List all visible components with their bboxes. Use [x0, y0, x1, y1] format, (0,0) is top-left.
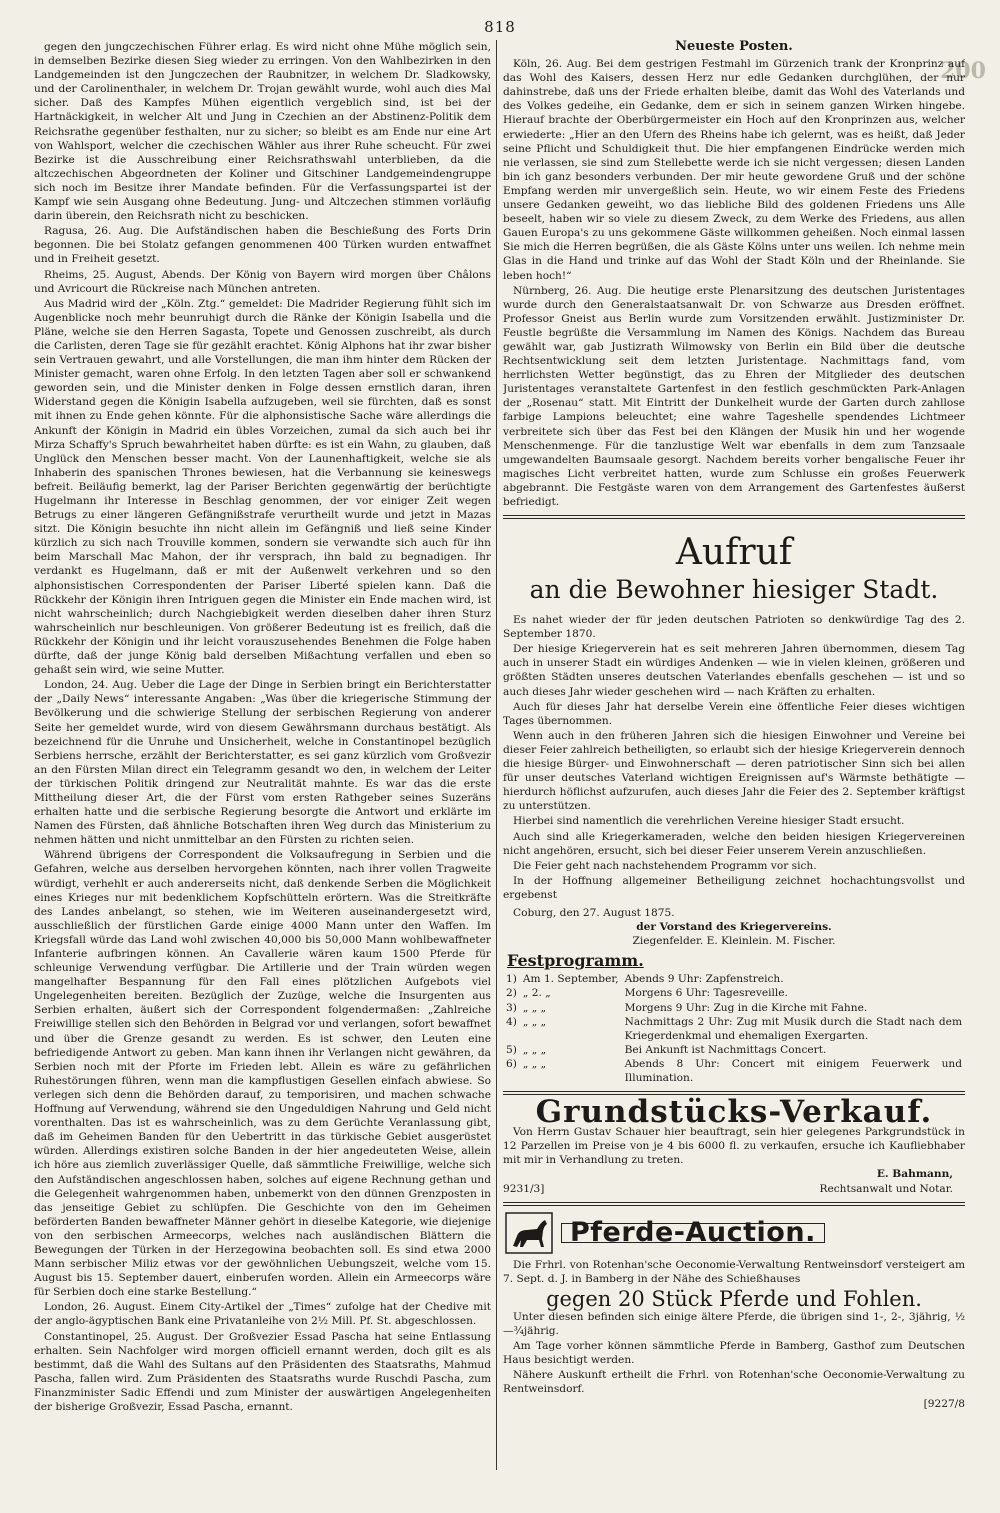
festprogramm-table [503, 972, 965, 1085]
program-text: Nachmittags 2 Uhr: Zug mit Musik durch die Stadt nach dem Kriegerdenkmal und ehemaligen Exergarten. [624, 1015, 962, 1042]
left-column [34, 40, 491, 1470]
aufruf-paragraph: Hierbei sind namentlich die verehrlichen Vereine hiesiger Stadt ersucht. [513, 815, 905, 828]
aufruf-paragraph: Es nahet wieder der für jeden deutschen Patrioten so denkwürdige Tag des 2. September 1870. [503, 614, 965, 641]
right-column [503, 40, 965, 1470]
program-num: 6) [506, 1057, 517, 1070]
page-number: 818 [484, 18, 516, 36]
aufruf-names: Ziegenfelder. E. Kleinlein. M. Fischer. [632, 935, 836, 948]
pferde-text: Unter diesen befinden sich einige ältere Pferde, die übrigen sind 1-, 2-, 3jährig, ½—¾jährig. [503, 1310, 965, 1338]
program-row [503, 1043, 965, 1057]
pferde-text: Nähere Auskunft ertheilt die Frhrl. von Rotenhan'sche Oeconomie-Verwaltung zu Rentweinsdorf. [503, 1369, 965, 1396]
program-row [503, 1001, 965, 1015]
article-paragraph: Ragusa, 26. Aug. Die Aufständischen haben die Beschießung des Forts Drin begonnen. Die bei Stolatz gefangen genommenen 400 Türken wurden entwaffnet und in Freiheit gesetzt. [34, 225, 491, 266]
aufruf-paragraph: In der Hoffnung allgemeiner Betheiligung zeichnet hochachtungsvollst und ergebenst [503, 874, 965, 901]
aufruf-ad [503, 533, 965, 1085]
festprogramm-title: Festprogramm. [507, 951, 644, 971]
grundstueck-signature: E. Bahmann, [876, 1168, 953, 1181]
pferde-title: Pferde-Auction. [561, 1223, 825, 1243]
news-item: Nürnberg, 26. Aug. Die heutige erste Plenarsitzung des deutschen Juristentages wurde durch den Generalstaatsanwalt Dr. von Schwarze aus Dresden eröffnet. Professor Gneist aus Berlin wurde zum Vorsitzenden erwählt. Justizminister Dr. Feustle begrüßte die Versammlung im Namen des Königs. Nachdem das Bureau gewählt war, gab Justizrath Wilmowsky von Berlin ein Bild über die deutsche Rechtsentwicklung seit dem letzten Juristentage. Nachmittags fand, vom herrlichsten Wetter begünstigt, das zu Ehren der Mitglieder des deutschen Juristentages veranstaltete Gartenfest in den festlich geschmückten Park-Anlagen der „Rosenau“ statt. Mit Eintritt der Dunkelheit wurde der Garten durch zahllose farbige Lampions beleuchtet; eine wahre Tageshelle spendendes Lichtmeer verbreitete sich über das Fest bei den Klängen der Musik hin und her wogende Menschenmenge. Für die tanzlustige Welt war ebenfalls in dem zum Tanzsaale umgewandelten Baumsaale gesorgt. Nachdem bereits vorher bengalische Feuer ihr magisches Licht verbreitet hatten, wurde zum Schlusse ein großes Feuerwerk abgebrannt. Die Festgäste waren von dem Arrangement des Gartenfestes äußerst befriedigt. [503, 284, 965, 508]
pferde-ad [503, 1212, 965, 1411]
aufruf-paragraph: Der hiesige Kriegerverein hat es seit mehreren Jahren übernommen, diesem Tag auch in unserer Stadt ein würdiges Andenken — wie in vielen kleinen, größeren und größten Städten unseres deutschen Vaterlandes ebenfalls geschehen — ist und so auch dieses Jahr wieder geschehen wird — nach Kräften zu erhalten. [503, 643, 965, 698]
aufruf-subtitle: an die Bewohner hiesiger Stadt. [529, 575, 939, 605]
program-day: „ „ „ [522, 1057, 547, 1070]
program-num: 1) [506, 973, 517, 986]
pferde-text: Am Tage vorher können sämmtliche Pferde in Bamberg, Gasthof zum Deutschen Haus besichtigt werden. [503, 1340, 965, 1367]
pferde-headline: gegen 20 Stück Pferde und Fohlen. [546, 1286, 922, 1311]
column-divider [496, 40, 497, 1470]
program-text: Abends 8 Uhr: Concert mit einigem Feuerwerk und Illumination. [624, 1057, 962, 1084]
program-text: Abends 9 Uhr: Zapfenstreich. [624, 973, 784, 986]
grundstueck-text: Von Herrn Gustav Schauer hier beauftragt, sein hier gelegenes Parkgrundstück in 12 Parzellen im Preise von je 4 bis 6000 fl. zu verkaufen, ersuche ich Kaufliebhaber mit mir in Verhandlung zu treten. [503, 1126, 965, 1167]
article-paragraph: Rheims, 25. August, Abends. Der König von Bayern wird morgen über Châlons und Avricourt die Rückreise nach München antreten. [34, 268, 491, 295]
aufruf-paragraph: Auch für dieses Jahr hat derselbe Verein eine öffentliche Feier dieses wichtigen Tages übernommen. [503, 700, 965, 727]
news-item: Köln, 26. Aug. Bei dem gestrigen Festmahl im Gürzenich trank der Kronprinz auf das Wohl des Kaisers, dessen Herz nur edle Gedanken durchglühen, der nur dahinstrebe, daß uns der Friede erhalten bleibe, damit das Wohl des Vaterlands und des Volkes gedeihe, ein Gedanke, dem er sich in seinem ganzen Wirken hingebe. Hierauf brachte der Oberbürgermeister ein Hoch auf den Kronprinzen aus, welcher erwiederte: „Hier an den Ufern des Rheins habe ich gelernt, was es heißt, daß Jeder seine Pflicht und Schuldigkeit thut. Die hier empfangenen Eindrücke werden mich nie verlassen, sie sind zum Stellebette werde ich sie nicht vergessen; diesen Landen bin ich ganz besonders verbunden. Der mir heute gewordene Gruß und der schöne Empfang werden mir unvergeßlich sein. Heute, wo wir einem Feste des Friedens unsere Gedanken geweiht, wo das liebliche Bild des goldenen Friedens uns Alle beseelt, haben wir so viele zu diesem Zweck, zu dem Werke des Friedens, aus allen Gauen Europa's zu uns gekommene Gäste willkommen geheißen. Noch einmal lassen Sie mich die Herren begrüßen, die als Gäste Kölns unter uns weilen. Ich nehme mein Glas in die Hand und trinke auf das Wohl der Stadt Köln und der Rheinlande. Sie leben hoch!“ [503, 58, 965, 282]
program-day: „ „ „ [522, 1043, 547, 1056]
aufruf-org: der Vorstand des Kriegervereins. [636, 921, 832, 934]
grundstueck-signature-title: Rechtsanwalt und Notar. [819, 1182, 953, 1195]
horse-icon [505, 1212, 553, 1254]
program-row [503, 972, 965, 986]
section-heading: Neueste Posten. [675, 40, 793, 54]
margin-number: 200 [940, 58, 986, 84]
program-text: Bei Ankunft ist Nachmittags Concert. [624, 1043, 827, 1056]
aufruf-paragraph: Wenn auch in den früheren Jahren sich die hiesigen Einwohner und Vereine bei dieser Feier zahlreich betheiligten, so erlaubt sich der hiesige Kriegerverein dennoch die hiesige Bürger- und Einwohnerschaft — deren patriotischer Sinn sich bei allen für unser deutsches Vaterland wichtigen Ereignissen auf's Wärmste bethätigte — hierdurch höflichst aufzurufen, auch dieses Jahr die Feier des 2. September kräftigst zu unterstützen. [503, 729, 965, 813]
pferde-text: Die Frhrl. von Rotenhan'sche Oeconomie-Verwaltung Rentweinsdorf versteigert am 7. Sept. d. J. in Bamberg in der Nähe des Schießhauses [503, 1258, 965, 1285]
program-day: „ 2. „ [522, 987, 551, 1000]
program-row [503, 986, 965, 1000]
article-paragraph: gegen den jungczechischen Führer erlag. Es wird nicht ohne Mühe möglich sein, in demselben Bezirke diesen Sieg wieder zu erringen. Von den Wahlbezirken in den Landgemeinden ist den Jungczechen der Raubnitzer, in welchem Dr. Sladkowsky, und der Carolinenthaler, in welchem Dr. Trojan gewählt wurde, wohl auch dies Mal sicher. Daß des Kampfes Mühen eigentlich vergeblich sind, ist bei der Hartnäckigkeit, in welcher Alt und Jung in Czechien an der Abstinenz-Politik dem Reichsrathe gegenüber festhalten, nur zu sicher; so bleibt es am Ende nur eine Art von Wahlsport, welcher die czechischen Wähler aus ihrer Ruhe scheucht. Für zwei Bezirke ist die Ausschreibung einer Reichsrathswahl unterblieben, da die altczechischen Abgeordneten der Koliner und Gitschiner Landgemeindengruppe sich noch im Besitze ihrer Mandate befinden. Für die Verfassungspartei ist der Kampf wie sein Ausgang ohne Bedeutung. Jung- und Altczechen stimmen vorläufig darin überein, den Reichsrath nicht zu beschicken. [34, 41, 491, 223]
grundstueck-ref: 9231/3] [503, 1182, 545, 1195]
program-row [503, 1057, 965, 1085]
program-text: Morgens 9 Uhr: Zug in die Kirche mit Fahne. [624, 1001, 868, 1014]
program-day: „ „ „ [522, 1015, 547, 1028]
pferde-ref: [9227/8 [923, 1397, 965, 1410]
article-paragraph: Während übrigens der Correspondent die Volksaufregung in Serbien und die Gefahren, welche aus derselben hervorgehen könnten, nach ihrer vollen Tragweite würdigt, verhehlt er auch andererseits nicht, daß denkende Serben die Möglichkeit eines Krieges nur mit bedenklichem Kopfschütteln erörtern. Was die Streitkräfte des Landes anbelangt, so stehen, wie im Weiteren auseinandergesetzt wird, ausschließlich der fürstlichen Garde einige 4000 Mann unter den Waffen. Im Kriegsfall würde das Land wohl zwischen 40,000 bis 50,000 Mann wohlbewaffneter Infanterie aufbringen können. An Cavallerie wären kaum 1500 Pferde für schleunige Verwendung verfügbar. Die Artillerie und der Train würden wegen mangelhafter Bespannung für den Fall eines plötzlichen Aufgebots viel Ungelegenheiten bereiten. Bezüglich der Zuzüge, welche die Insurgenten aus Serbien erhalten, äußert sich der Correspondent folgendermaßen: „Zahlreiche Freiwillige stellen sich den Behörden in Belgrad vor und verlangen, sofort bewaffnet und über die Grenze gesandt zu werden. Es ist schwer, den Leuten eine befriedigende Antwort zu geben. Man kann ihnen ihr Verlangen nicht gewähren, da Serbien noch mit der Pforte im Frieden lebt. Allein es wäre zu gefährlichen Ruhestörungen führen, wenn man die kampflustigen Gesellen einfach abwiese. So verlegen sich denn die Behörden darauf, zu temporisiren, und machen schwache Hoffnung auf Verwendung, während sie den Ungeduldigen Nahrung und Geld nicht vorenthalten. Das ist es wahrscheinlich, was zu dem Gerüchte Veranlassung gibt, daß im Geheimen Banden für den Uebertritt in das türkische Gebiet ausgerüstet würden. Allerdings existiren solche Banden in der hier angedeuteten Weise, allein ich höre aus ziemlich zuverlässiger Quelle, daß sämmtliche Freiwillige, welche sich den Aufständischen angeschlossen haben, solches auf eigene Rechnung gethan und die Gelegenheit wahrgenommen haben, unbemerkt von den dünnen Grenzposten in das jenseitige Gebiet zu schlüpfen. Die Geschichte von den im Geheimen beförderten Banden bewaffneter Männer gehört in dieselbe Kategorie, wie diejenige von den serbischen Armeecorps, welches nach ausländischen Blättern die Bewegungen der Türken in der Herzegowina beobachten soll. Es sind etwa 2000 Mann serbischer Miliz etwas vor der gewöhnlichen Uebungszeit, welche vom 15. August bis 15. September dauert, einberufen worden. Allein ein Armeecorps wäre für Serbien doch eine starke Bestellung.“ [34, 849, 491, 1299]
grundstueck-ad [503, 1094, 965, 1196]
aufruf-title: Aufruf [675, 532, 793, 574]
program-num: 2) [506, 987, 517, 1000]
article-paragraph: Aus Madrid wird der „Köln. Ztg.“ gemeldet: Die Madrider Regierung fühlt sich im Augenblicke noch mehr beunruhigt durch die Ränke der Königin Isabella und die Pläne, welche sie den Herren Sagasta, Topete und Genossen zuschreibt, als durch die Carlisten, deren Tage sie für gezählt erachtet. König Alphons hat ihr zwar bisher sein Vertrauen gewahrt, und alle Vorstellungen, die man ihm hinter dem Rücken der Minister gemacht, waren ohne Erfolg. In den letzten Tagen aber soll er schwankend geworden sein, und die Minister denken in Folge dessen ernstlich daran, ihren Widerstand gegen die Königin Isabella aufzugeben, weil sie fürchten, daß es sonst mit ihnen zu Ende gehen könnte. Für die alphonsistische Sache wäre allerdings die Ankunft der Königin in Madrid ein übles Vorzeichen, zumal da sich auch bei ihr Mirza Schaffy's Spruch bewahrheitet haben dürfte: es ist ein Wahn, zu glauben, daß Unglück den Menschen besser macht. Von der Launenhaftigkeit, welche sie als Inhaberin des spanischen Thrones bewiesen, hat die Verbannung sie keineswegs befreit. Beiläufig bemerkt, lag der Pariser Berichten gegenwärtig der berüchtigte Hugelmann ihr Interesse in Beschlag genommen, der vor einiger Zeit wegen Betrugs zu einer längeren Gefängnißstrafe verurtheilt wurde und jetzt in Mazas sitzt. Die Königin besuchte ihn nicht allein im Gefängniß und ließ seine Kinder kürzlich zu sich nach Trouville kommen, sondern sie verwandte sich auch für ihn beim Marschall Mac Mahon, der ihr versprach, ihn bald zu begnadigen. Ihr verdankt es Hugelmann, daß er mit der Außenwelt verkehren und so den alphonsistischen Correspondenten der Pariser Liberté spielen kann. Daß die Rückkehr der Königin ihren Intriguen gegen die Minister ein Ende machen wird, ist nicht wahrscheinlich; durch Nachgiebigkeit werden dieselben daher ihren Sturz wahrscheinlich nur beschleunigen. Von größerer Bedeutung ist es freilich, daß die Rückkehr der Königin und ihr leicht vorauszusehendes Benehmen die Folge haben dürfte, daß der junge König bald derselben Mißachtung verfallen und eben so gehaßt sein wird, wie seine Mutter. [34, 297, 491, 677]
aufruf-paragraph: Auch sind alle Kriegerkameraden, welche den beiden hiesigen Kriegervereinen nicht angehören, ersucht, sich bei dieser Feier unserem Verein anzuschließen. [503, 830, 965, 857]
article-paragraph: Constantinopel, 25. August. Der Großvezier Essad Pascha hat seine Entlassung erhalten. Sein Nachfolger wird morgen officiell ernannt werden, doch gilt es als bestimmt, daß die Wahl des Sultans auf den Präsidenten des Staatsraths, Mahmud Pascha, fallen wird. Zum Präsidenten des Staatsraths wurde Ruschdi Pascha, zum Finanzminister Sadic Effendi und zum Minister der auswärtigen Angelegenheiten der bisherige Großvezir, Essad Pascha, ernannt. [34, 1330, 491, 1413]
program-row [503, 1015, 965, 1043]
program-num: 5) [506, 1043, 517, 1056]
aufruf-place-date: Coburg, den 27. August 1875. [513, 906, 675, 919]
grundstueck-title: Grundstücks-Verkauf. [535, 1094, 933, 1131]
program-day: „ „ „ [522, 1001, 547, 1014]
program-day: Am 1. September, [522, 973, 619, 986]
section-rule [503, 515, 965, 519]
program-num: 4) [506, 1015, 517, 1028]
program-num: 3) [506, 1001, 517, 1014]
section-rule [503, 1202, 965, 1206]
article-paragraph: London, 24. Aug. Ueber die Lage der Dinge in Serbien bringt ein Berichterstatter der „Daily News“ interessante Angaben: „Was über die kriegerische Stimmung der Bevölkerung und die schwierige Stellung der serbischen Regierung von anderer Seite her gemeldet wurde, wird von diesem Gewährsmann durchaus bestätigt. Als bezeichnend für die Unruhe und Unsicherheit, welche in Constantinopel bezüglich Serbiens herrsche, erzählt der Berichterstatter, es sei ganz kürzlich vom Großvezir an den Fürsten Milan direct ein Telegramm gesandt wo den, in welchem der Leiter der türkischen Politik dringend zur Neutralität mahnte. Es war das die erste Mittheilung dieser Art, die der Fürst vom ersten Rathgeber seines Suzeräns erhalten hatte und die serbische Regierung besorgte die Antwort und erklärte im Namen des Fürsten, daß ähnliche Botschaften ihren Weg durch das Ministerium zu nehmen hätten und nicht unmittelbar an den Fürsten zu richten seien. [34, 679, 491, 847]
article-paragraph: London, 26. August. Einem City-Artikel der „Times“ zufolge hat der Chedive mit der anglo-ägyptischen Bank eine Privatanleihe von 2½ Mill. Pf. St. abgeschlossen. [34, 1301, 491, 1328]
aufruf-paragraph: Die Feier geht nach nachstehendem Programm vor sich. [513, 859, 817, 872]
program-text: Morgens 6 Uhr: Tagesreveille. [624, 987, 788, 1000]
